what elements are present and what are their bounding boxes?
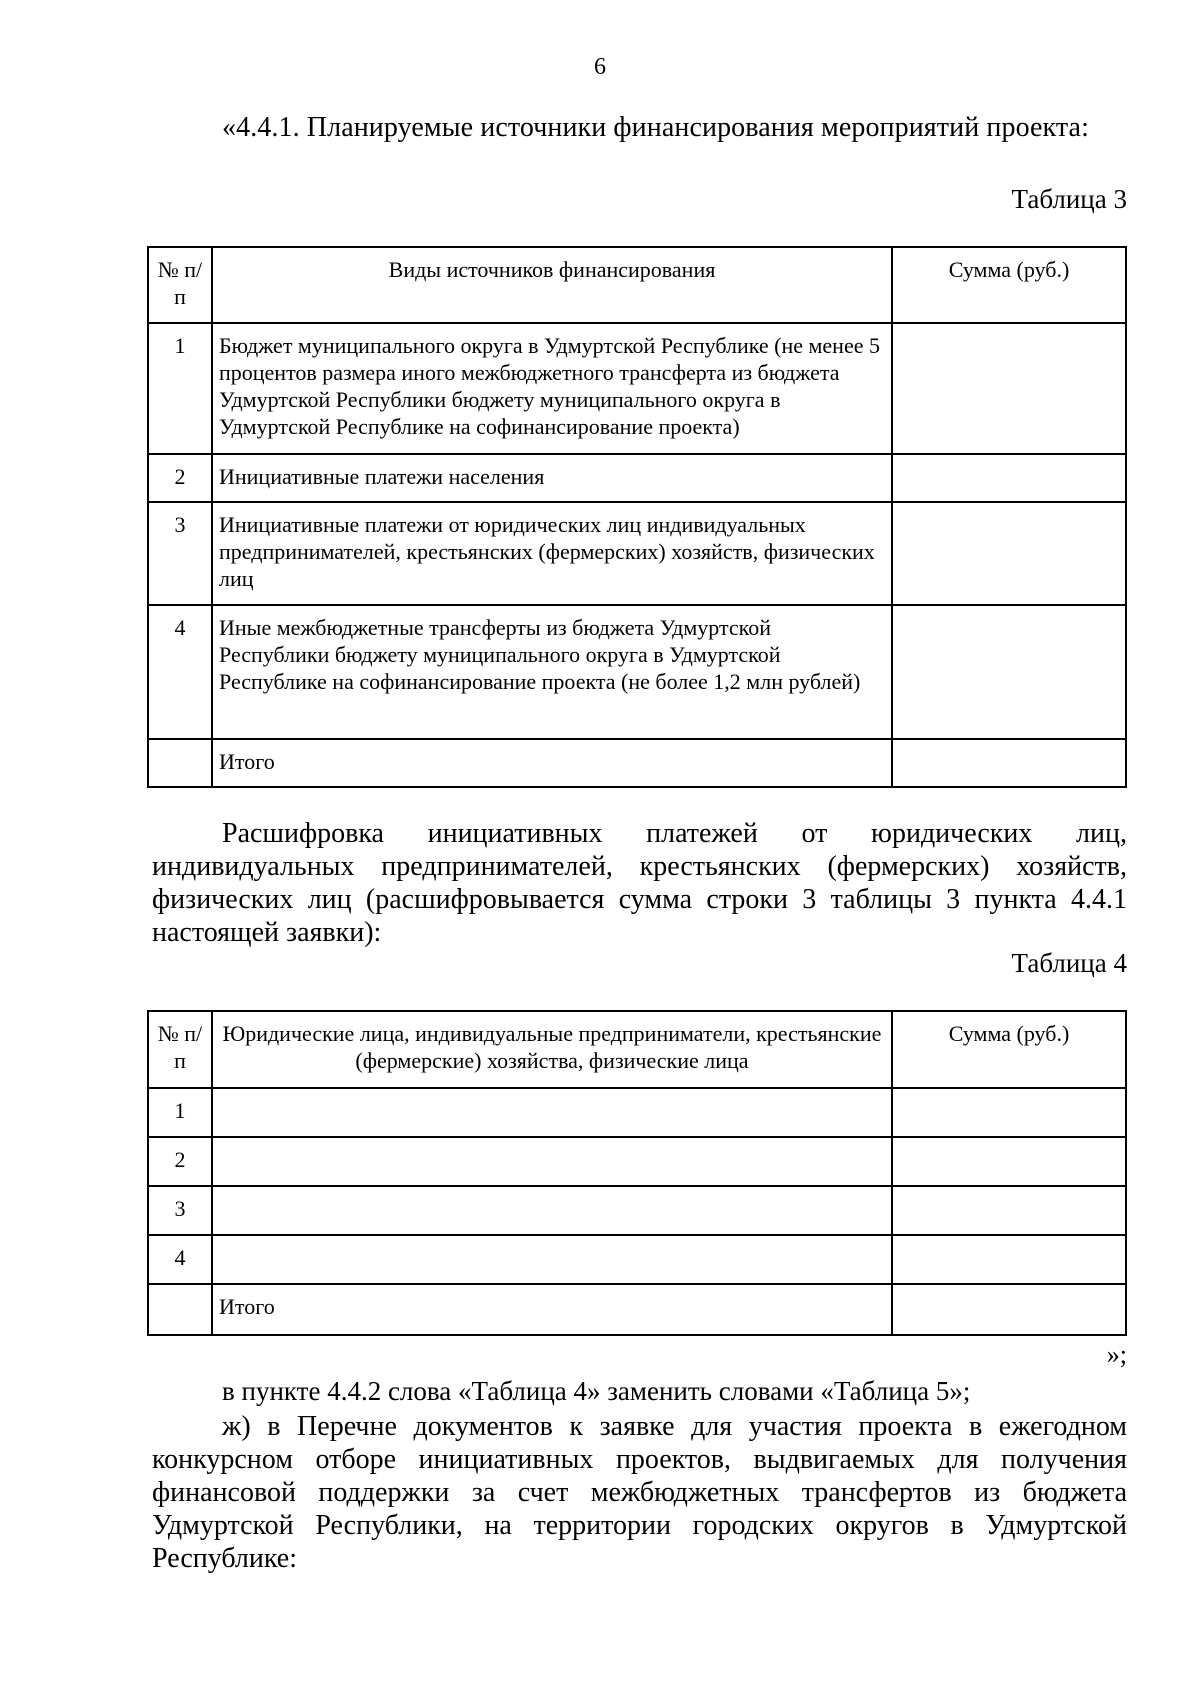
table-row (148, 1088, 1126, 1137)
row-number (148, 739, 212, 787)
row-text: Итого (212, 739, 892, 787)
row-number: 2 (148, 1137, 212, 1186)
row-sum (892, 1088, 1126, 1137)
row-text: Инициативные платежи от юридических лиц индивидуальных предпринимателей, крестьянских (фермерских) хозяйств, физических лиц (212, 502, 892, 605)
table3-header-kind: Виды источников финансирования (212, 247, 892, 323)
row-sum (892, 1235, 1126, 1284)
row-text (212, 1137, 892, 1186)
table-total-row (148, 1284, 1126, 1335)
row-text: Итого (212, 1284, 892, 1335)
row-text: Иные межбюджетные трансферты из бюджета Удмуртской Республики бюджету муниципального округа в Удмуртской Республике на софинансирование проекта (не более 1,2 млн рублей) (212, 605, 892, 739)
table3 (147, 246, 1127, 788)
table4-header-num: № п/п (148, 1011, 212, 1088)
row-sum (892, 454, 1126, 502)
row-sum (892, 502, 1126, 605)
table3-header-row (148, 247, 1126, 323)
table4-caption: Таблица 4 (1011, 948, 1127, 978)
row-number: 3 (148, 502, 212, 605)
table4-header-row (148, 1011, 1126, 1088)
table-total-row (148, 739, 1126, 787)
row-number: 4 (148, 605, 212, 739)
table-row (148, 323, 1126, 454)
row-number: 1 (148, 323, 212, 454)
row-number: 2 (148, 454, 212, 502)
row-sum (892, 1284, 1126, 1335)
row-sum (892, 1137, 1126, 1186)
table4 (147, 1010, 1127, 1336)
amendment-1: в пункте 4.4.2 слова «Таблица 4» заменить словами «Таблица 5»; (222, 1376, 971, 1406)
row-number (148, 1284, 212, 1335)
row-sum (892, 323, 1126, 454)
table-row (148, 502, 1126, 605)
table3-caption: Таблица 3 (1011, 184, 1127, 214)
table-row (148, 454, 1126, 502)
closing-quote: »; (1106, 1340, 1127, 1369)
row-text (212, 1186, 892, 1235)
table4-header-sum: Сумма (руб.) (892, 1011, 1126, 1088)
table3-header-sum: Сумма (руб.) (892, 247, 1126, 323)
row-text (212, 1235, 892, 1284)
section-heading: «4.4.1. Планируемые источники финансирования мероприятий проекта: (222, 112, 1089, 143)
row-number: 4 (148, 1235, 212, 1284)
table4-header-kind: Юридические лица, индивидуальные предприниматели, крестьянские (фермерские) хозяйства, физические лица (212, 1011, 892, 1088)
row-text: Инициативные платежи населения (212, 454, 892, 502)
row-text: Бюджет муниципального округа в Удмуртской Республике (не менее 5 процентов размера иного межбюджетного трансферта из бюджета Удмуртской Республики бюджету муниципального округа в Удмуртской Республике на софинансирование проекта) (212, 323, 892, 454)
row-number: 1 (148, 1088, 212, 1137)
table-row (148, 1137, 1126, 1186)
decoding-paragraph: Расшифровка инициативных платежей от юридических лиц, индивидуальных предпринимателей, крестьянских (фермерских) хозяйств, физических лиц (расшифровывается сумма строки 3 таблицы 3 пункта 4.4.1 настоящей заявки): (152, 818, 1127, 948)
row-text (212, 1088, 892, 1137)
table-row (148, 1186, 1126, 1235)
table-row (148, 605, 1126, 739)
row-number: 3 (148, 1186, 212, 1235)
page-number: 6 (594, 54, 606, 80)
row-sum (892, 1186, 1126, 1235)
amendment-2: ж) в Перечне документов к заявке для участия проекта в ежегодном конкурсном отборе инициативных проектов, выдвигаемых для получения финансовой поддержки за счет межбюджетных трансфертов из бюджета Удмуртской Республики, на территории городских округов в Удмуртской Республике: (152, 1411, 1127, 1574)
table-row (148, 1235, 1126, 1284)
row-sum (892, 605, 1126, 739)
table3-header-num: № п/п (148, 247, 212, 323)
row-sum (892, 739, 1126, 787)
